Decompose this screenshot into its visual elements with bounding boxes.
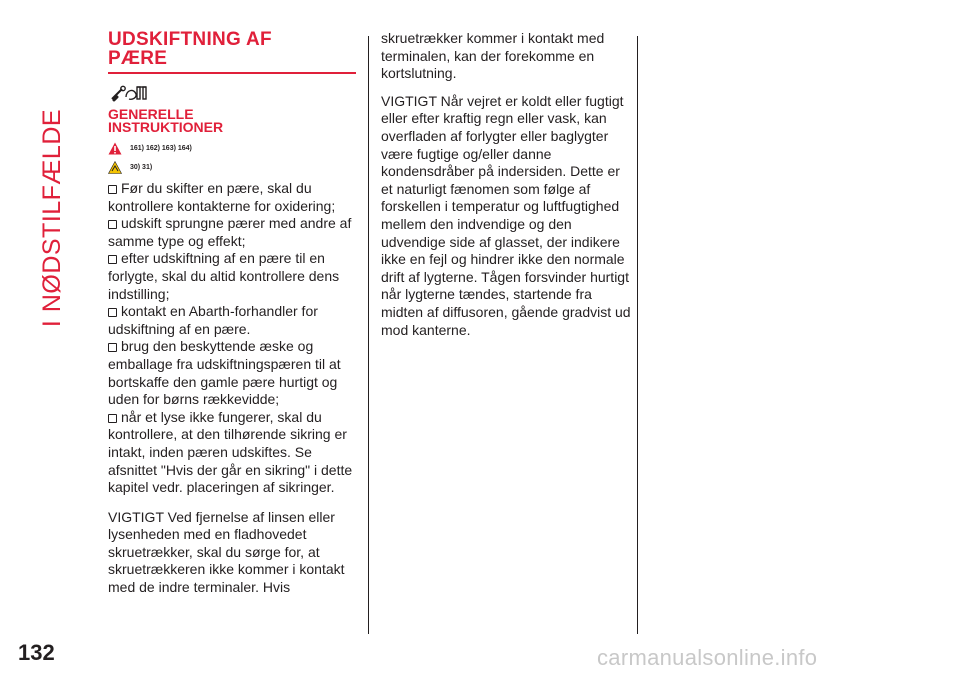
warning-reference: [108, 142, 358, 155]
checkbox-icon: [108, 414, 117, 423]
column-divider-left: [368, 36, 369, 634]
column-divider-right: [637, 36, 638, 634]
column-2: [381, 30, 631, 339]
list-item-text: brug den beskyttende æske og emballage fra udskiftningspæren til at bortskaffe den gamle pære hurtigt og uden for børns rækkevidde;: [108, 338, 341, 408]
checkbox-icon: [108, 343, 117, 352]
bulb-service-icon: [110, 84, 150, 102]
warning-reference-numbers: 161) 162) 163) 164): [130, 145, 192, 152]
important-note-screwdriver: VIGTIGT Ved fjernelse af linsen eller lysenheden med en fladhovedet skruetrækker, skal du sørge for, at skruetrækkeren ikke kommer i kontakt med de indre terminaler. Hvis: [108, 508, 345, 596]
checkbox-icon: [108, 185, 117, 194]
list-item-text: kontakt en Abarth-forhandler for udskiftning af en pære.: [108, 303, 318, 337]
subsection-title-line-1: GENERELLE: [108, 106, 194, 122]
checkbox-icon: [108, 308, 117, 317]
title-underline: [108, 72, 356, 74]
caution-reference: [108, 161, 358, 174]
site-watermark: carmanualsonline.info: [597, 645, 818, 670]
section-title-line-1: UDSKIFTNING AF: [108, 29, 272, 50]
list-item-text: udskift sprungne pærer med andre af samme type og effekt;: [108, 215, 352, 249]
caution-reference-numbers: 30) 31): [130, 164, 153, 171]
checkbox-icon: [108, 255, 117, 264]
warning-triangle-icon: [108, 142, 122, 155]
list-item-text: Før du skifter en pære, skal du kontrollere kontakterne for oxidering;: [108, 180, 336, 214]
subsection-title-line-2: INSTRUKTIONER: [108, 119, 224, 135]
list-item: [108, 180, 358, 215]
caution-triangle-icon: [108, 161, 122, 174]
list-item: [108, 303, 358, 338]
column-1: [108, 30, 358, 597]
list-item: [108, 409, 358, 497]
list-item-text: efter udskiftning af en pære til en forlygte, skal du altid kontrollere dens indstilling;: [108, 250, 340, 302]
list-item: [108, 250, 358, 303]
list-item: [108, 215, 358, 250]
subsection-title: [108, 108, 358, 134]
important-note-condensation: VIGTIGT Når vejret er koldt eller fugtigt eller efter kraftig regn eller vask, kan overfladen af forlygter eller baglygter være fugtige og/eller danne kondensdråber på indersiden. Dette er et naturligt fænomen som følge af forskellen i temperatur og luftfugtighed mellem den indvendige og den udvendige side af glasset, der indikere ikke en fejl og hindrer ikke den normale drift af lygterne. Tågen forsvinder hurtigt når lygterne tændes, startende fra midten af diffusoren, gående gradvist ud mod kanterne.: [381, 92, 631, 338]
page-number: 132: [18, 640, 55, 665]
important-note-screwdriver-continued: skruetrækker kommer i kontakt med terminalen, kan der forekomme en kortslutning.: [381, 30, 605, 82]
list-item-text: når et lyse ikke fungerer, skal du kontrollere, at den tilhørende sikring er intakt, inden pæren udskiftes. Se afsnittet "Hvis der går en sikring" i dette kapitel vedr. placeringen af sikringer.: [108, 408, 353, 496]
checkbox-icon: [108, 220, 117, 229]
list-item: [108, 338, 358, 408]
section-title: [108, 30, 358, 72]
chapter-side-label: I NØDSTILFÆLDE: [38, 108, 66, 328]
section-title-line-2: PÆRE: [108, 48, 168, 69]
